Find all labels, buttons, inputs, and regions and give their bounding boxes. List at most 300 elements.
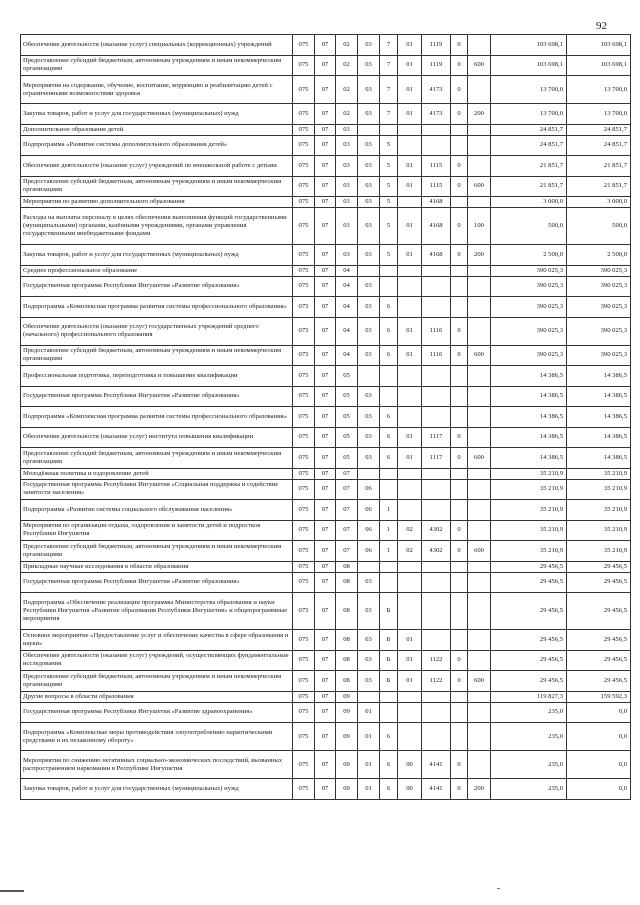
table-row: [21, 345, 631, 366]
amount-cell-2: 29 456,5: [567, 593, 631, 630]
code-cell: [468, 691, 491, 702]
code-cell: 1122: [422, 650, 451, 671]
code-cell: 01: [398, 630, 422, 651]
amount-cell-1: 29 456,5: [491, 630, 567, 651]
amount-cell-1: 235,0: [491, 702, 567, 723]
code-cell: 07: [315, 317, 336, 345]
code-cell: 03: [358, 76, 380, 104]
code-cell: [422, 386, 451, 407]
row-name-cell: Предоставление субсидий бюджетным, автономным учреждениям и иным некоммерческим организациям: [21, 671, 293, 692]
code-cell: 03: [358, 386, 380, 407]
amount-cell-2: 3 000,0: [567, 197, 631, 208]
code-cell: 5: [380, 156, 398, 177]
amount-cell-2: 14 386,5: [567, 427, 631, 448]
code-cell: [398, 124, 422, 135]
row-name-cell: Обеспечение деятельности (оказание услуг) института повышения квалификации: [21, 427, 293, 448]
amount-cell-1: 14 386,5: [491, 427, 567, 448]
code-cell: 0: [451, 208, 468, 245]
code-cell: 0: [451, 76, 468, 104]
table-row: [21, 208, 631, 245]
code-cell: [451, 276, 468, 297]
row-name-cell: Мероприятия по организации отдыха, оздоровления и занятости детей и подростков Республики Ингушетия: [21, 520, 293, 541]
table-row: [21, 468, 631, 479]
code-cell: [468, 593, 491, 630]
code-cell: [398, 479, 422, 500]
code-cell: 07: [315, 691, 336, 702]
code-cell: 0: [451, 448, 468, 469]
code-cell: 5: [380, 245, 398, 266]
code-cell: [358, 265, 380, 276]
row-name-cell: Обеспечение деятельности (оказание услуг) специальных (коррекционных) учреждений: [21, 35, 293, 56]
amount-cell-2: 35 210,9: [567, 500, 631, 521]
amount-cell-2: 21 851,7: [567, 176, 631, 197]
code-cell: [451, 572, 468, 593]
code-cell: 05: [336, 427, 358, 448]
code-cell: 1117: [422, 427, 451, 448]
code-cell: 075: [293, 479, 315, 500]
code-cell: [398, 197, 422, 208]
table-row: [21, 702, 631, 723]
amount-cell-2: 29 456,5: [567, 561, 631, 572]
code-cell: 075: [293, 297, 315, 318]
row-name-cell: Предоставление субсидий бюджетным, автономным учреждениям и иным некоммерческим организациям: [21, 541, 293, 562]
table-row: [21, 265, 631, 276]
amount-cell-2: 13 700,0: [567, 76, 631, 104]
code-cell: 08: [336, 630, 358, 651]
code-cell: 03: [358, 650, 380, 671]
code-cell: [398, 500, 422, 521]
table-row: [21, 245, 631, 266]
code-cell: 0: [451, 650, 468, 671]
code-cell: [468, 297, 491, 318]
code-cell: 200: [468, 104, 491, 125]
code-cell: 0: [451, 55, 468, 76]
code-cell: 075: [293, 197, 315, 208]
table-row: [21, 671, 631, 692]
code-cell: 5: [380, 197, 398, 208]
code-cell: [468, 386, 491, 407]
code-cell: 07: [315, 124, 336, 135]
code-cell: 07: [315, 76, 336, 104]
code-cell: [380, 124, 398, 135]
row-name-cell: Мероприятия по снижению негативных социально-экономических последствий, вызванных распространением наркомании в Республике Ингушетия: [21, 751, 293, 779]
row-name-cell: Подпрограмма «Комплексные меры противодействия злоупотреблению наркотическими средствами и их незаконному обороту»: [21, 723, 293, 751]
row-name-cell: Обеспечение деятельности (оказание услуг) учреждений по внешкольной работе с детьми: [21, 156, 293, 177]
code-cell: 07: [315, 630, 336, 651]
code-cell: 600: [468, 671, 491, 692]
amount-cell-1: 24 851,7: [491, 135, 567, 156]
code-cell: 075: [293, 366, 315, 387]
code-cell: 03: [358, 156, 380, 177]
code-cell: [451, 407, 468, 428]
code-cell: 4168: [422, 245, 451, 266]
code-cell: [398, 572, 422, 593]
code-cell: 03: [358, 448, 380, 469]
code-cell: 0: [451, 35, 468, 56]
amount-cell-2: 29 456,5: [567, 630, 631, 651]
table-row: [21, 723, 631, 751]
code-cell: 07: [315, 520, 336, 541]
code-cell: 4141: [422, 779, 451, 800]
code-cell: [468, 156, 491, 177]
table-row: [21, 448, 631, 469]
table-body: [21, 35, 631, 800]
code-cell: [451, 500, 468, 521]
code-cell: 075: [293, 691, 315, 702]
amount-cell-2: 29 456,5: [567, 671, 631, 692]
code-cell: 075: [293, 345, 315, 366]
code-cell: [358, 561, 380, 572]
code-cell: 00: [398, 779, 422, 800]
amount-cell-1: 35 210,9: [491, 541, 567, 562]
code-cell: [398, 691, 422, 702]
code-cell: 03: [358, 245, 380, 266]
amount-cell-2: 14 386,5: [567, 448, 631, 469]
code-cell: [380, 561, 398, 572]
code-cell: 07: [315, 479, 336, 500]
code-cell: [468, 265, 491, 276]
code-cell: 07: [315, 366, 336, 387]
code-cell: [422, 265, 451, 276]
code-cell: 02: [336, 55, 358, 76]
code-cell: 1117: [422, 448, 451, 469]
amount-cell-1: 21 851,7: [491, 176, 567, 197]
table-row: [21, 156, 631, 177]
code-cell: 04: [336, 317, 358, 345]
code-cell: [422, 479, 451, 500]
code-cell: 075: [293, 500, 315, 521]
row-name-cell: Государственная программа Республики Ингушетия «Развитие образования»: [21, 276, 293, 297]
code-cell: [451, 124, 468, 135]
code-cell: 05: [336, 386, 358, 407]
code-cell: 0: [451, 427, 468, 448]
amount-cell-2: 14 386,5: [567, 407, 631, 428]
amount-cell-2: 35 210,9: [567, 468, 631, 479]
code-cell: 07: [315, 55, 336, 76]
code-cell: [380, 691, 398, 702]
code-cell: [398, 702, 422, 723]
code-cell: [422, 124, 451, 135]
code-cell: 075: [293, 176, 315, 197]
code-cell: 075: [293, 520, 315, 541]
code-cell: 03: [358, 197, 380, 208]
code-cell: 04: [336, 297, 358, 318]
code-cell: [468, 76, 491, 104]
code-cell: 09: [336, 751, 358, 779]
amount-cell-1: 390 025,3: [491, 317, 567, 345]
amount-cell-1: 235,0: [491, 723, 567, 751]
amount-cell-1: 29 456,5: [491, 572, 567, 593]
code-cell: [380, 265, 398, 276]
code-cell: [358, 691, 380, 702]
row-name-cell: Подпрограмма «Развитие системы социального обслуживания населения»: [21, 500, 293, 521]
code-cell: 05: [336, 366, 358, 387]
table-row: [21, 124, 631, 135]
code-cell: 07: [336, 479, 358, 500]
code-cell: 1: [380, 520, 398, 541]
code-cell: 01: [398, 208, 422, 245]
amount-cell-1: 14 386,5: [491, 386, 567, 407]
row-name-cell: Молодёжная политика и оздоровление детей: [21, 468, 293, 479]
code-cell: 075: [293, 124, 315, 135]
code-cell: [398, 366, 422, 387]
amount-cell-1: 3 000,0: [491, 197, 567, 208]
code-cell: 07: [315, 448, 336, 469]
amount-cell-1: 390 025,3: [491, 265, 567, 276]
code-cell: 075: [293, 650, 315, 671]
code-cell: 07: [315, 671, 336, 692]
code-cell: 06: [358, 500, 380, 521]
code-cell: [468, 124, 491, 135]
table-row: [21, 386, 631, 407]
code-cell: 09: [336, 779, 358, 800]
code-cell: 5: [380, 208, 398, 245]
code-cell: 075: [293, 317, 315, 345]
code-cell: 075: [293, 593, 315, 630]
code-cell: 08: [336, 572, 358, 593]
code-cell: [398, 723, 422, 751]
code-cell: 4173: [422, 76, 451, 104]
code-cell: 075: [293, 208, 315, 245]
code-cell: 7: [380, 55, 398, 76]
code-cell: 075: [293, 630, 315, 651]
code-cell: [451, 691, 468, 702]
code-cell: [468, 561, 491, 572]
amount-cell-1: 29 456,5: [491, 650, 567, 671]
code-cell: 07: [315, 723, 336, 751]
code-cell: 02: [336, 35, 358, 56]
code-cell: 075: [293, 779, 315, 800]
code-cell: 0: [451, 245, 468, 266]
code-cell: [468, 276, 491, 297]
row-name-cell: Закупка товаров, работ и услуг для государственных (муниципальных) нужд: [21, 245, 293, 266]
code-cell: 07: [315, 345, 336, 366]
code-cell: 00: [398, 751, 422, 779]
code-cell: 7: [380, 35, 398, 56]
code-cell: [451, 135, 468, 156]
code-cell: 0: [451, 104, 468, 125]
code-cell: [468, 520, 491, 541]
table-row: [21, 135, 631, 156]
code-cell: [380, 386, 398, 407]
code-cell: 03: [336, 197, 358, 208]
amount-cell-2: 24 851,7: [567, 135, 631, 156]
code-cell: 07: [315, 297, 336, 318]
code-cell: 0: [451, 317, 468, 345]
row-name-cell: Подпрограмма «Развитие системы дополнительного образования детей»: [21, 135, 293, 156]
code-cell: [451, 297, 468, 318]
code-cell: 6: [380, 317, 398, 345]
code-cell: 03: [358, 345, 380, 366]
code-cell: [468, 650, 491, 671]
code-cell: 07: [336, 500, 358, 521]
code-cell: [468, 317, 491, 345]
code-cell: 03: [336, 208, 358, 245]
amount-cell-2: 13 700,0: [567, 104, 631, 125]
code-cell: 600: [468, 448, 491, 469]
row-name-cell: Государственная программа Республики Ингушетия «Развитие образования»: [21, 386, 293, 407]
code-cell: 03: [358, 407, 380, 428]
code-cell: 0: [451, 751, 468, 779]
code-cell: 075: [293, 156, 315, 177]
code-cell: 075: [293, 135, 315, 156]
code-cell: [358, 366, 380, 387]
code-cell: 07: [315, 572, 336, 593]
code-cell: 0: [451, 671, 468, 692]
code-cell: [398, 593, 422, 630]
code-cell: [451, 561, 468, 572]
code-cell: 075: [293, 276, 315, 297]
code-cell: [422, 691, 451, 702]
code-cell: 07: [315, 650, 336, 671]
code-cell: [468, 572, 491, 593]
code-cell: [422, 135, 451, 156]
code-cell: 075: [293, 561, 315, 572]
amount-cell-2: 14 386,5: [567, 386, 631, 407]
table-row: [21, 691, 631, 702]
amount-cell-1: 35 210,9: [491, 468, 567, 479]
code-cell: [468, 468, 491, 479]
code-cell: 03: [336, 245, 358, 266]
code-cell: Б: [380, 593, 398, 630]
code-cell: 075: [293, 76, 315, 104]
code-cell: 1: [380, 541, 398, 562]
amount-cell-2: 159 592,3: [567, 691, 631, 702]
code-cell: 05: [336, 407, 358, 428]
amount-cell-2: 0,0: [567, 702, 631, 723]
code-cell: 1119: [422, 55, 451, 76]
code-cell: [422, 468, 451, 479]
code-cell: 02: [336, 104, 358, 125]
table-row: [21, 479, 631, 500]
page-number: 92: [596, 20, 607, 32]
code-cell: 01: [358, 723, 380, 751]
code-cell: [422, 561, 451, 572]
amount-cell-1: 119 827,3: [491, 691, 567, 702]
code-cell: [398, 386, 422, 407]
table-row: [21, 104, 631, 125]
code-cell: [380, 572, 398, 593]
code-cell: 7: [380, 76, 398, 104]
amount-cell-2: 390 025,3: [567, 265, 631, 276]
code-cell: [468, 751, 491, 779]
code-cell: 0: [451, 156, 468, 177]
code-cell: 075: [293, 723, 315, 751]
code-cell: [451, 479, 468, 500]
amount-cell-2: 21 851,7: [567, 156, 631, 177]
row-name-cell: Обеспечение деятельности (оказание услуг) учреждений, осуществляющих фундаментальные исследования: [21, 650, 293, 671]
code-cell: 1122: [422, 671, 451, 692]
row-name-cell: Обеспечение деятельности (оказание услуг) государственных учреждений среднего (начального) профессионального образования: [21, 317, 293, 345]
code-cell: 03: [336, 124, 358, 135]
code-cell: 075: [293, 671, 315, 692]
table-row: [21, 630, 631, 651]
code-cell: 1119: [422, 35, 451, 56]
code-cell: 07: [336, 468, 358, 479]
code-cell: 07: [315, 468, 336, 479]
scan-edge-mark: [0, 890, 24, 892]
code-cell: 07: [315, 541, 336, 562]
code-cell: 07: [336, 541, 358, 562]
code-cell: 07: [315, 245, 336, 266]
code-cell: 07: [315, 135, 336, 156]
row-name-cell: Подпрограмма «Комплексная программа развития системы профессионального образования»: [21, 407, 293, 428]
amount-cell-1: 13 700,0: [491, 104, 567, 125]
code-cell: 03: [358, 630, 380, 651]
table-row: [21, 561, 631, 572]
amount-cell-1: 390 025,3: [491, 276, 567, 297]
code-cell: 07: [315, 561, 336, 572]
table-row: [21, 541, 631, 562]
code-cell: 07: [315, 751, 336, 779]
code-cell: 06: [358, 520, 380, 541]
amount-cell-1: 14 386,5: [491, 407, 567, 428]
code-cell: 075: [293, 104, 315, 125]
row-name-cell: Мероприятия по развитию дополнительного образования: [21, 197, 293, 208]
code-cell: 5: [380, 135, 398, 156]
code-cell: 01: [398, 345, 422, 366]
code-cell: 075: [293, 572, 315, 593]
code-cell: 06: [358, 541, 380, 562]
table-row: [21, 593, 631, 630]
code-cell: 01: [358, 779, 380, 800]
code-cell: 07: [315, 500, 336, 521]
code-cell: 4302: [422, 541, 451, 562]
row-name-cell: Предоставление субсидий бюджетным, автономным учреждениям и иным некоммерческим организациям: [21, 176, 293, 197]
code-cell: 09: [336, 702, 358, 723]
amount-cell-2: 35 210,9: [567, 541, 631, 562]
code-cell: 4141: [422, 751, 451, 779]
code-cell: 07: [315, 104, 336, 125]
code-cell: 01: [398, 104, 422, 125]
table-row: [21, 55, 631, 76]
code-cell: 03: [358, 427, 380, 448]
row-name-cell: Прикладные научные исследования в области образования: [21, 561, 293, 572]
code-cell: 4168: [422, 197, 451, 208]
code-cell: 07: [315, 276, 336, 297]
code-cell: 6: [380, 427, 398, 448]
code-cell: 1115: [422, 156, 451, 177]
row-name-cell: Государственная программа Республики Ингушетия «Развитие здравоохранения»: [21, 702, 293, 723]
amount-cell-1: 29 456,5: [491, 593, 567, 630]
row-name-cell: Мероприятия на содержание, обучение, воспитание, коррекцию и реабилитацию детей с ограниченными возможностями здоровья: [21, 76, 293, 104]
amount-cell-2: 29 456,5: [567, 650, 631, 671]
code-cell: 01: [398, 427, 422, 448]
row-name-cell: Среднее профессиональное образование: [21, 265, 293, 276]
code-cell: [468, 630, 491, 651]
amount-cell-1: 103 698,1: [491, 55, 567, 76]
code-cell: 05: [336, 448, 358, 469]
code-cell: 03: [358, 572, 380, 593]
code-cell: 600: [468, 55, 491, 76]
amount-cell-2: 35 210,9: [567, 520, 631, 541]
code-cell: 02: [336, 76, 358, 104]
code-cell: 07: [315, 702, 336, 723]
code-cell: 0: [451, 345, 468, 366]
code-cell: [422, 572, 451, 593]
code-cell: 01: [398, 176, 422, 197]
amount-cell-2: 2 500,0: [567, 245, 631, 266]
code-cell: 1116: [422, 345, 451, 366]
amount-cell-1: 29 456,5: [491, 671, 567, 692]
amount-cell-1: 103 698,1: [491, 35, 567, 56]
code-cell: 07: [315, 197, 336, 208]
code-cell: [380, 276, 398, 297]
row-name-cell: Государственная программа Республики Ингушетия «Развитие образования»: [21, 572, 293, 593]
code-cell: 4302: [422, 520, 451, 541]
code-cell: [380, 702, 398, 723]
code-cell: 075: [293, 245, 315, 266]
